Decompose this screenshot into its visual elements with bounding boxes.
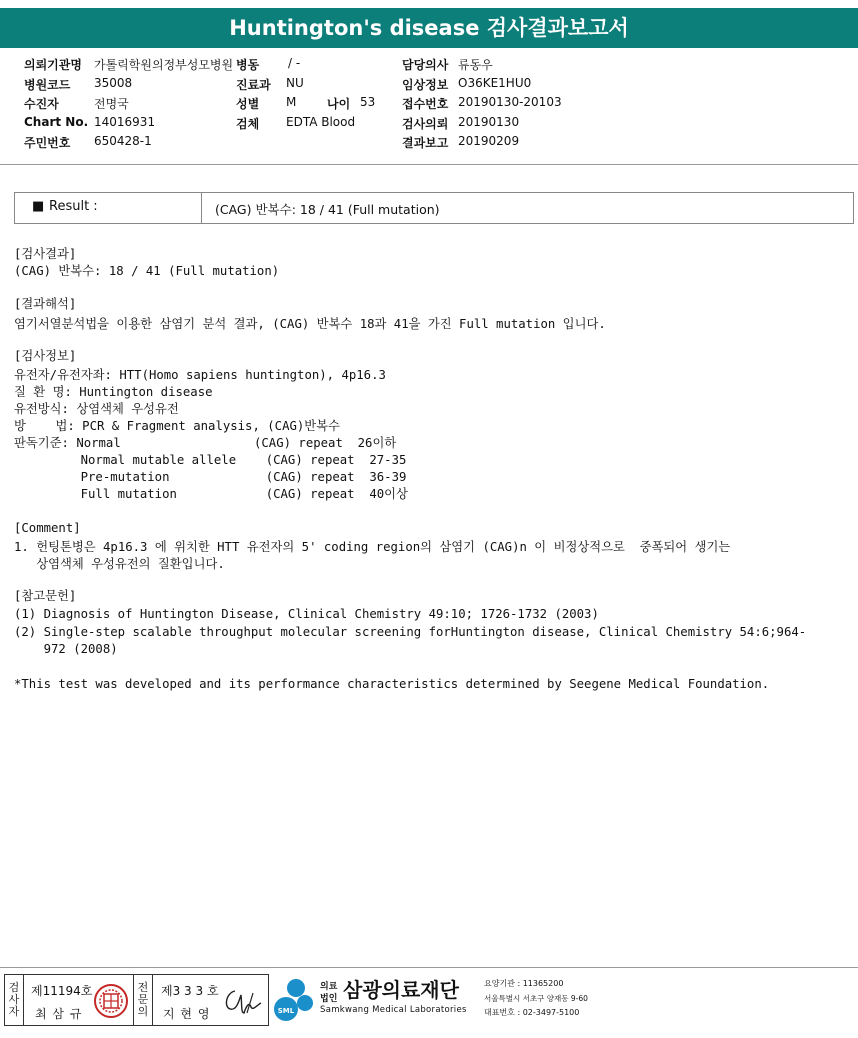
body-line: 972 (2008): [14, 642, 118, 656]
specimen-label: 검체: [236, 117, 260, 131]
report-date-value: 20190209: [458, 134, 520, 148]
hospital-code-value: 35008: [94, 76, 133, 90]
org-info-phone: 대표번호 : 02-3497-5100: [484, 1008, 580, 1017]
result-separator: [201, 193, 202, 223]
examiner-name: 최 삼 규: [35, 1007, 83, 1021]
request-value: 20190130: [458, 115, 520, 129]
body-line: (1) Diagnosis of Huntington Disease, Clinical Chemistry 49:10; 1726-1732 (2003): [14, 607, 599, 621]
body-line: Full mutation (CAG) repeat 40이상: [14, 487, 408, 501]
footer-divider: [0, 967, 858, 968]
body-line: (CAG) 반복수: 18 / 41 (Full mutation): [14, 264, 280, 278]
body-line: 염기서열분석법을 이용한 삼염기 분석 결과, (CAG) 반복수 18과 41을 가진 Full mutation 입니다.: [14, 317, 606, 331]
dept-label: 진료과: [236, 78, 271, 92]
examiner-label: 검사자: [8, 981, 20, 1018]
body-line: (2) Single-step scalable throughput molecular screening forHuntington disease, Clinical Chemistry 54:6;964-: [14, 625, 807, 639]
body-line: 1. 헌팅톤병은 4p16.3 에 위치한 HTT 유전자의 5' coding region의 삼염기 (CAG)n 이 비정상적으로 중폭되어 생기는: [14, 540, 731, 554]
header-divider: [0, 164, 858, 165]
body-line: [검사결과]: [14, 247, 77, 261]
body-line: 상염색체 우성유전의 질환입니다.: [14, 557, 225, 571]
checkbox-square-icon: ■: [32, 199, 45, 214]
body-line: [참고문헌]: [14, 589, 77, 603]
org-name: 삼광의료재단: [343, 978, 459, 1002]
patient-value: 전명국: [94, 97, 129, 111]
org-info-code: 요양기관 : 11365200: [484, 979, 564, 988]
report-date-label: 결과보고: [402, 136, 449, 150]
body-line: Pre-mutation (CAG) repeat 36-39: [14, 470, 407, 484]
institution-label: 의뢰기관명: [24, 58, 82, 72]
specialist-name: 지 현 영: [163, 1007, 211, 1021]
ward-label: 병동: [236, 58, 260, 72]
institution-value: 가톨릭학원의정부성모병원: [94, 58, 234, 72]
result-label: Result :: [49, 199, 98, 214]
body-line: [Comment]: [14, 521, 81, 535]
sml-logo-text: SML: [277, 1007, 295, 1015]
receipt-label: 접수번호: [402, 97, 449, 111]
org-english-name: Samkwang Medical Laboratories: [320, 1005, 467, 1015]
body-line: Normal mutable allele (CAG) repeat 27-35: [14, 453, 407, 467]
signature-box: [4, 974, 269, 1026]
sml-logo-icon: [272, 976, 316, 1022]
resident-label: 주민번호: [24, 136, 71, 150]
result-summary-box: [14, 192, 854, 224]
ward-value: / -: [288, 56, 301, 70]
body-line: *This test was developed and its performance characteristics determined by Seegene Medical Foundation.: [14, 677, 770, 691]
sex-label: 성별: [236, 97, 260, 111]
specialist-label: 전문의: [137, 981, 149, 1018]
hospital-code-label: 병원코드: [24, 78, 71, 92]
body-line: 방 법: PCR & Fragment analysis, (CAG)반복수: [14, 419, 340, 433]
body-line: [결과해석]: [14, 297, 77, 311]
chart-value: 14016931: [94, 115, 156, 129]
body-line: [검사정보]: [14, 349, 77, 363]
doctor-label: 담당의사: [402, 58, 449, 72]
dept-value: NU: [286, 76, 304, 90]
body-line: 판독기준: Normal (CAG) repeat 26이하: [14, 436, 397, 450]
report-title: Huntington's disease 검사결과보고서: [0, 8, 858, 48]
request-label: 검사의뢰: [402, 117, 449, 131]
resident-value: 650428-1: [94, 134, 152, 148]
org-prefix-1: 의료: [320, 982, 338, 992]
body-line: 유전자/유전자좌: HTT(Homo sapiens huntington), 4p16.3: [14, 368, 386, 382]
org-info-address: 서울특별시 서초구 양재동 9-60: [484, 994, 588, 1003]
specialist-number: 제3 3 3 호: [161, 984, 219, 998]
body-line: 질 환 명: Huntington disease: [14, 385, 213, 399]
body-line: 유전방식: 상염색체 우성유전: [14, 402, 179, 416]
receipt-value: 20190130-20103: [458, 95, 562, 109]
signature-icon: [221, 983, 265, 1019]
examiner-number: 제11194호: [31, 984, 93, 998]
clinical-label: 임상정보: [402, 78, 449, 92]
report-footer: [0, 970, 858, 1030]
patient-label: 수진자: [24, 97, 59, 111]
age-value: 53: [360, 95, 376, 109]
result-value: (CAG) 반복수: 18 / 41 (Full mutation): [215, 202, 440, 217]
sex-value: M: [286, 95, 297, 109]
report-header: [0, 52, 858, 162]
clinical-value: O36KE1HU0: [458, 76, 532, 90]
seal-stamp-icon: [93, 983, 129, 1019]
org-prefix-2: 법인: [320, 994, 338, 1004]
chart-label: Chart No.: [24, 115, 89, 129]
doctor-value: 류동우: [458, 58, 493, 72]
age-label: 나이: [327, 97, 351, 111]
specimen-value: EDTA Blood: [286, 115, 356, 129]
